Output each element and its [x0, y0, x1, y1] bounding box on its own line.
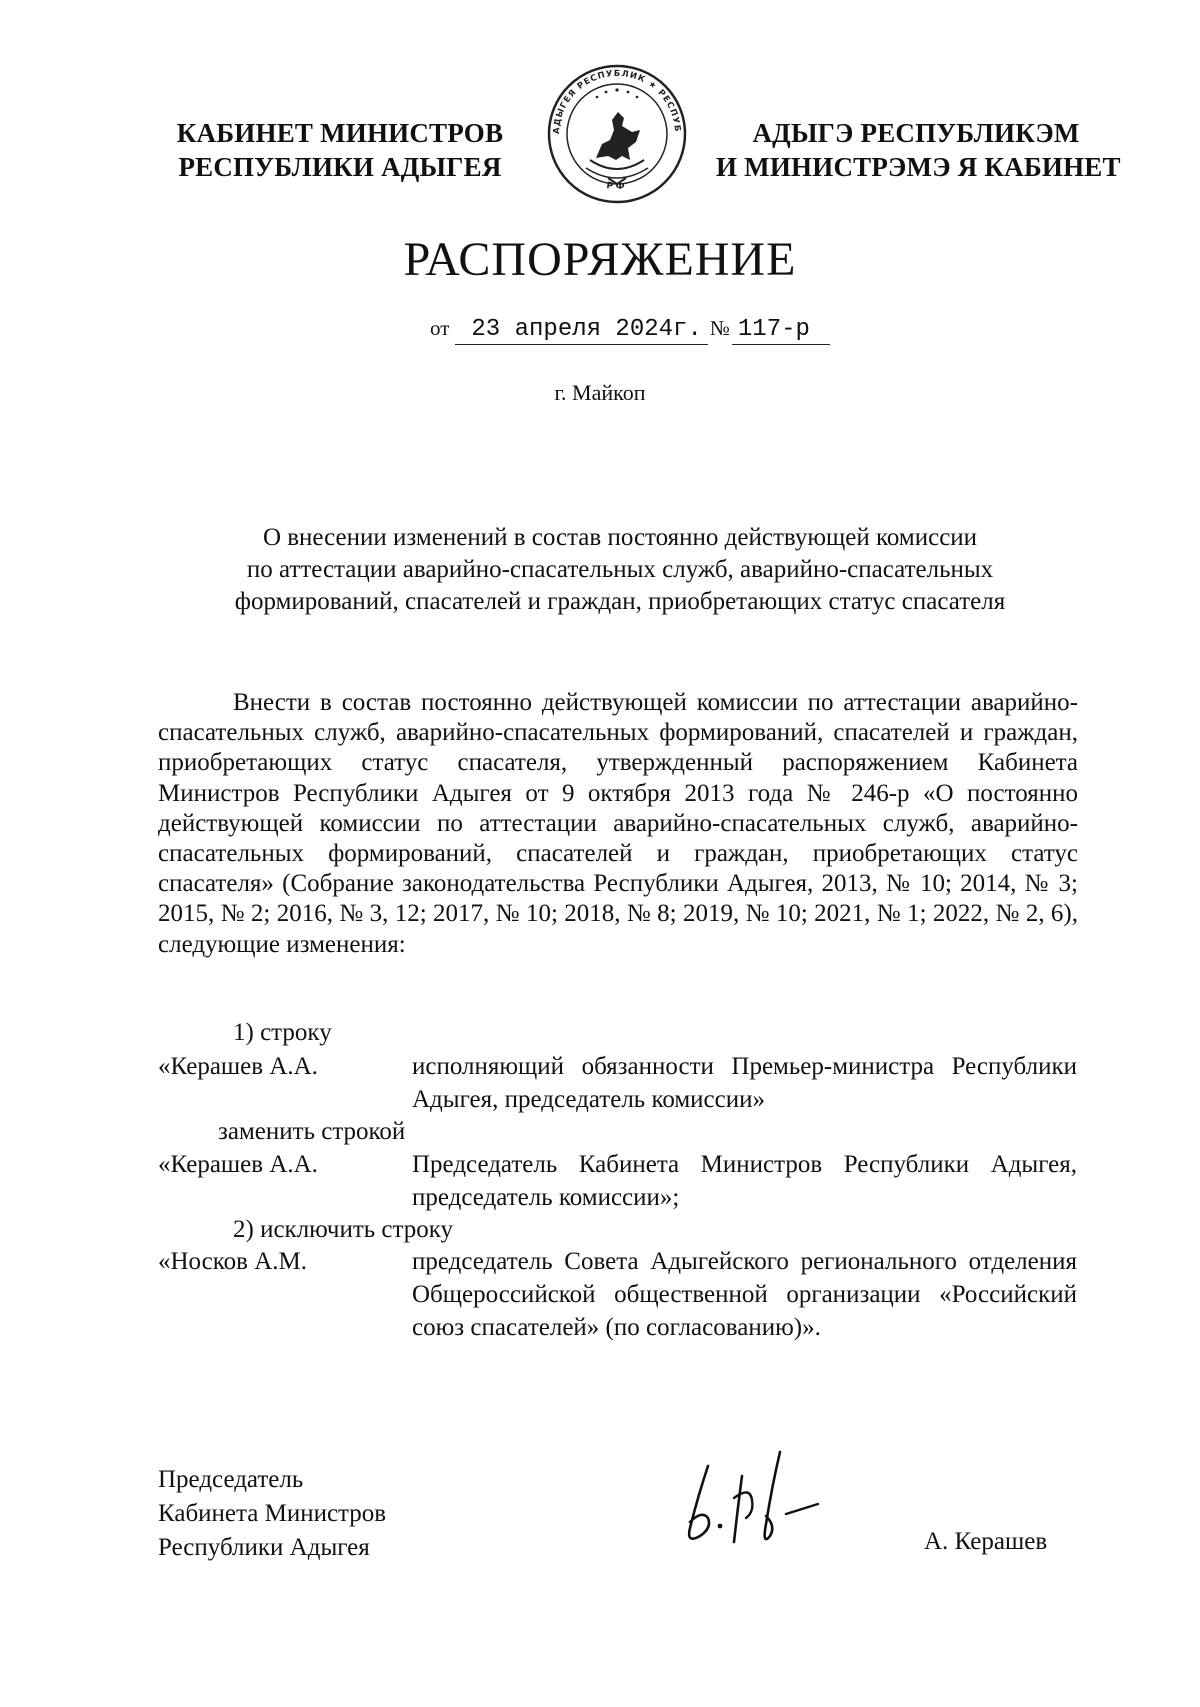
body-paragraph: Внести в состав постоянно действующей комиссии по аттестации аварийно-спасательных служб, аварийно-спасательных формирований, спасателей и граждан, приобретающих статус спасателя, утвержденный распоряжением Кабинета Министров Республики Адыгея от 9 октября 2013 года № 246-р «О постоянно действующей комиссии по аттестации аварийно-спасательных служб, аварийно-спасательных формирований, спасателей и граждан, приобретающих статус спасателя» (Собрание законодательства Республики Адыгея, 2013, № 10; 2014, № 3; 2015, № 2; 2016, № 3, 12; 2017, № 10; 2018, № 8; 2019, № 10; 2021, № 1; 2022, № 2, 6), следующие изменения:	[158, 689, 1078, 958]
org-name-russian	[160, 116, 520, 184]
org-name-line: РЕСПУБЛИКИ АДЫГЕЯ	[178, 152, 502, 182]
date-prefix: от	[430, 316, 450, 340]
item-1-label: 1) строку	[233, 1019, 332, 1046]
document-number: 117-р	[732, 316, 830, 345]
org-name-line: АДЫГЭ РЕСПУБЛИКЭМ	[752, 118, 1080, 148]
svg-text:АДЫГЕЯ РЕСПУБЛИК ★ РЕСПУБЛИКА: АДЫГЕЯ РЕСПУБЛИК ★ РЕСПУБ	[551, 68, 683, 135]
new-member-row	[158, 1148, 1078, 1214]
org-name-line: КАБИНЕТ МИНИСТРОВ	[176, 118, 504, 148]
org-name-adyghe	[716, 116, 1121, 184]
subject-line: формирований, спасателей и граждан, приобретающих статус спасателя	[234, 588, 1006, 615]
svg-text:Р Ф: Р Ф	[605, 181, 625, 193]
member-role: исполняющий обязанности Премьер-министра Республики Адыгея, председатель комиссии»	[412, 1053, 1077, 1113]
member-name: «Керашев А.А.	[158, 1151, 318, 1178]
member-role: председатель Совета Адыгейского регионального отделения Общероссийской общественной организации «Российский союз спасателей» (по согласованию)».	[412, 1248, 1077, 1341]
member-name: «Носков А.М.	[158, 1248, 307, 1275]
handwritten-signature-icon	[668, 1446, 828, 1554]
member-name: «Керашев А.А.	[158, 1053, 318, 1080]
item-2-label: 2) исключить строку	[233, 1216, 454, 1243]
number-sign: №	[709, 316, 730, 340]
document-date: 23 апреля 2024г.	[455, 316, 707, 345]
document-subject	[170, 522, 1070, 618]
coat-of-arms-icon	[546, 60, 688, 208]
member-role: Председатель Кабинета Министров Республики Адыгея, председатель комиссии»;	[412, 1151, 1077, 1211]
subject-line: О внесении изменений в состав постоянно действующей комиссии	[262, 524, 978, 551]
position-line: Кабинета Министров	[158, 1500, 387, 1527]
position-line: Председатель	[158, 1466, 304, 1493]
city: г. Майкоп	[554, 380, 646, 405]
document-title: РАСПОРЯЖЕНИЕ	[403, 233, 797, 286]
signer-name: А. Керашев	[924, 1528, 1048, 1555]
removed-member-row	[158, 1245, 1078, 1344]
position-line: Республики Адыгея	[158, 1534, 370, 1561]
signatory-position	[158, 1463, 386, 1565]
org-name-line: И МИНИСТРЭМЭ Я КАБИНЕТ	[716, 152, 1121, 182]
old-member-row	[158, 1050, 1078, 1116]
subject-line: по аттестации аварийно-спасательных служб, аварийно-спасательных	[246, 556, 994, 583]
replace-label: заменить строкой	[218, 1118, 406, 1145]
date-number-line	[430, 316, 830, 345]
